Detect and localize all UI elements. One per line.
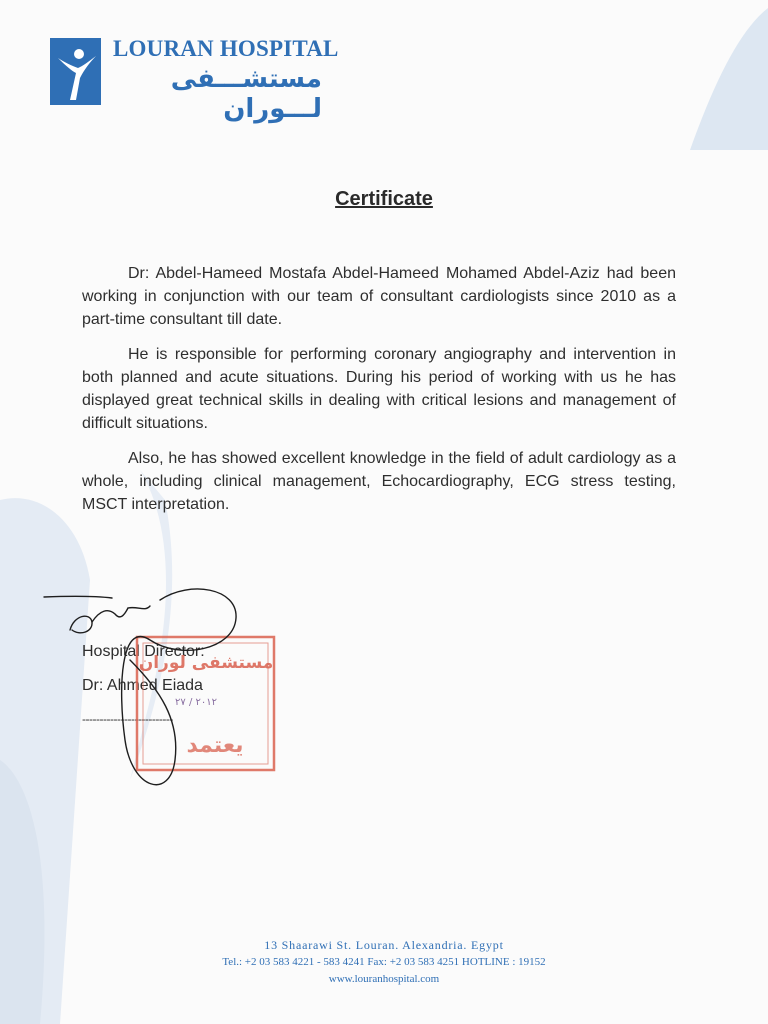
footer-website: www.louranhospital.com	[328, 973, 440, 985]
signer-role: Hospital Director:	[82, 643, 205, 660]
stamp-top-text: مستشفى لوران	[138, 653, 274, 673]
footer-contact: Tel.: +2 03 583 4221 - 583 4241 Fax: +2 03 583 4251 HOTLINE : 19152	[222, 956, 546, 968]
signer-name: Dr: Ahmed Eiada	[82, 677, 203, 694]
paragraph: Also, he has showed excellent knowledge in the field of adult cardiology as a whole, including clinical management, Echocardiography, ECG stress testing, MSCT interpretation.	[82, 450, 676, 513]
hospital-name-arabic: مستشـــفى لـــوران	[170, 64, 322, 124]
stamp-bottom-text: يعتمد	[186, 733, 244, 758]
signature-line: --------------------------	[82, 712, 173, 726]
certificate-title: Certificate	[335, 188, 433, 210]
footer-address: 13 Shaarawi St. Louran. Alexandria. Egypt	[264, 938, 504, 952]
hospital-name-english: LOURAN HOSPITAL	[113, 36, 339, 61]
paragraph: He is responsible for performing coronary angiography and intervention in both planned and acute situations. During his period of working with us he has displayed great technical skills in dealing with critical lesions and management of difficult situations.	[82, 346, 676, 432]
stamp-date-text: ٢٠١٢ / ٢٧	[175, 697, 217, 708]
paragraph: Dr: Abdel-Hameed Mostafa Abdel-Hameed Mohamed Abdel-Aziz had been working in conjunction with our team of consultant cardiologists since 2010 as a part-time consultant till date.	[82, 265, 676, 328]
hospital-stamp	[137, 637, 274, 770]
